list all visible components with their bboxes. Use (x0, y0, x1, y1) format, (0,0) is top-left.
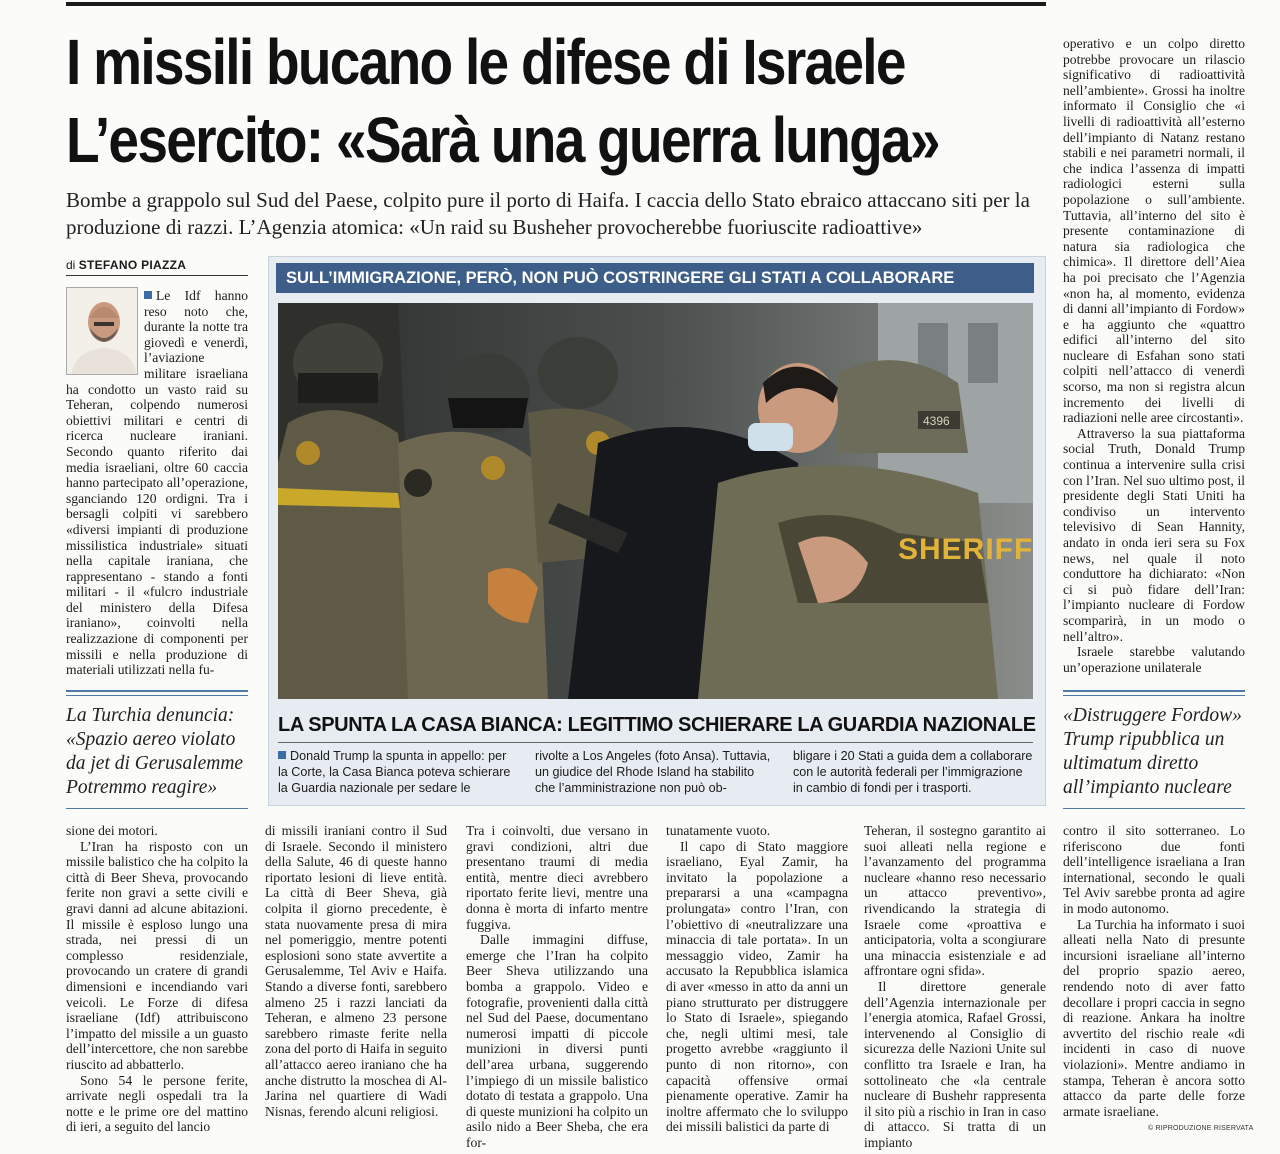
photo-box-title: LA SPUNTA LA CASA BIANCA: LEGITTIMO SCHIERARE LA GUARDIA NAZIONALE (278, 714, 1036, 736)
photo-box-title-rule (278, 742, 1033, 743)
subtitle: Bombe a grappolo sul Sud del Paese, colpito pure il porto di Haifa. I caccia dello Stato ebraico attaccano siti per la produzione di razzi. L’Agenzia atomica: «Un raid su Busheher provocherebbe fuoriuscite radioattive» (66, 188, 1030, 239)
bottom-column-1-paragraph: sione dei motori. (66, 823, 158, 838)
photo-box-kicker: SULL’IMMIGRAZIONE, PERÒ, NON PUÒ COSTRINGERE GLI STATI A COLLABORARE (276, 263, 1034, 293)
square-bullet-icon (144, 291, 152, 299)
quote-rule-top-left (66, 690, 248, 692)
bottom-column-4-paragraph: Il capo di Stato maggiore israeliano, Eyal Zamir, ha invitato la popolazione a prepararsi a una «campagna prolungata» contro l’Iran, con l’obiettivo di «neutralizzare una minaccia di tale portata». In un messaggio video, Zamir ha accusato la Repubblica islamica di aver «messo in atto da anni un piano strutturato per distruggere lo Stato di Israele», spiegando che, negli ultimi mesi, tale progetto avrebbe «raggiunto il punto di non ritorno», con capacità offensive ormai pienamente operative. Zamir ha inoltre affermato che lo sviluppo dei missili balistici da parte di (666, 838, 848, 1135)
bottom-column-4-paragraph: tunatamente vuoto. (666, 823, 771, 838)
photo-box-text: Donald Trump la spunta in appello: per la Corte, la Casa Bianca poteva schierare la Guardia nazionale per sedare le (278, 749, 511, 795)
quote-rule-top-right-thin (1063, 695, 1245, 696)
author-photo (66, 287, 138, 375)
square-bullet-icon (278, 751, 286, 759)
bottom-column-1-paragraph: Sono 54 le persone ferite, arrivate negli ospedali tra la notte e le prime ore del mattino di ieri, a seguito del lancio (66, 1072, 248, 1135)
quote-right: «Distruggere Fordow» Trump ripubblica un ultimatum diretto all’impianto nucleare (1063, 705, 1242, 798)
byline-rule (66, 275, 248, 276)
headline-line-1: I missili bucano le difese di Israele (66, 26, 905, 98)
bottom-column-1-paragraph: L’Iran ha risposto con un missile balistico che ha colpito la città di Beer Sheva, provocando ferite non gravi a sette civili e gravi danni ad alcune abitazioni. Il missile è esploso lungo una strada, nei pressi di un complesso residenziale, provocando un cratere di grandi dimensioni e incendiando vari veicoli. Le Forze di difesa israeliane (Idf) attribuiscono l’impatto del missile a un guasto dell’intercettore, che non sarebbe riuscito ad abbatterlo. (66, 838, 248, 1072)
bottom-column-2 (265, 823, 447, 1119)
bottom-column-6-paragraph: La Turchia ha informato i suoi alleati nella Nato di presunte incursioni israeliane all’interno del proprio spazio aereo, rendendo noto di aver fatto decollare i propri caccia in segno di reazione. Ankara ha inoltre avvertito del rischio reale «di incidenti in caso di nuove violazioni». Mentre andiamo in stampa, Teheran è ancora sotto attacco da parte delle forze armate israeliane. (1063, 916, 1245, 1119)
news-photo (278, 303, 1033, 699)
quote-rule-top-left-thin (66, 695, 248, 696)
right-column-paragraph: operativo e un colpo diretto potrebbe provocare un rilascio significativo di radioattività nell’ambiente». Grossi ha inoltre informato il Consiglio che «i livelli di radioattività all’esterno dell’impianto di Natanz restano stabili e nei parametri normali, il che indica l’assenza di impatti radiologici esterni sulla popolazione o sull’ambiente. Tuttavia, all’interno del sito è presente contaminazione di natura sia radiologica che chimica». Il direttore dell’Aiea ha poi precisato che l’Agenzia «non ha, al momento, evidenza di danni all’impianto di Fordow» e ha aggiunto che «quattro edifici all’interno del sito nucleare di Esfahan sono stati colpiti nell’attacco di venerdì scorso, ma non si registra alcun incremento dei livelli di radiazioni nelle aree circostanti». (1063, 36, 1245, 426)
bottom-column-4 (666, 823, 848, 1135)
bottom-column-3 (466, 823, 648, 1150)
copyright-notice: © RIPRODUZIONE RISERVATA (1148, 1125, 1254, 1132)
bottom-column-2-paragraph: di missili iraniani contro il Sud di Israele. Secondo il ministero della Salute, 46 di queste hanno riportato lesioni di lieve entità. La città di Beer Sheva, già colpita il giorno precedente, è stata nuovamente presa di mira nel pomeriggio, mentre potenti esplosioni sono state avvertite a Gerusalemme, Tel Aviv e Haifa. Stando a diverse fonti, sarebbero almeno 25 i razzi lanciati da Teheran, e almeno 23 persone sarebbero rimaste ferite nella zona del porto di Haifa in seguito all’attacco aereo iraniano che ha anche distrutto la moschea di Al-Jarina nel quartiere di Wadi Nisnas, ferendo alcuni religiosi. (265, 823, 447, 1119)
helmet-number: 4396 (923, 414, 950, 428)
right-column-paragraph: Israele starebbe valutando un’operazione unilaterale (1063, 644, 1245, 675)
quote-rule-top-right (1063, 690, 1245, 692)
photo-box-text-col-2: rivolte a Los Angeles (foto Ansa). Tuttavia, un giudice del Rhode Island ha stabilito che l’amministrazione non può ob- (535, 749, 771, 795)
quote-left: La Turchia denuncia: «Spazio aereo violato da jet di Gerusalemme Potremmo reagire» (66, 705, 244, 798)
quote-rule-bottom-right (1063, 808, 1245, 809)
bottom-column-5-paragraph: Teheran, il sostegno garantito ai suoi alleati nella regione e l’avanzamento del programma nucleare «hanno reso necessario un attacco preventivo», rivendicando la strategia di Israele come «proattiva e anticipatoria, volta a scongiurare una minaccia esistenziale e ad affrontare ogni sfida». (864, 823, 1046, 979)
bottom-column-6 (1063, 823, 1245, 1119)
right-column (1063, 36, 1245, 675)
sheriff-label: SHERIFF (898, 533, 1033, 566)
bottom-column-5-paragraph: Il direttore generale dell’Agenzia internazionale per l’energia atomica, Rafael Grossi, intervenendo al Consiglio di sicurezza delle Nazioni Unite sul conflitto tra Israele e Iran, ha sottolineato che «la centrale nucleare di Bushehr rappresenta il sito più a rischio in Iran in caso di attacco. Si tratta di un impianto (864, 978, 1046, 1150)
bottom-column-3-paragraph: Tra i coinvolti, due versano in gravi condizioni, altri due presentano traumi di media entità, mentre dieci avrebbero riportato ferite lievi, mentre una donna è morta di infarto mentre fuggiva. (466, 823, 648, 932)
quote-rule-bottom-left (66, 808, 248, 809)
bottom-column-3-paragraph: Dalle immagini diffuse, emerge che l’Iran ha colpito Beer Sheva utilizzando una bomba a grappolo. Video e fotografie, provenienti dalla città nel Sud del Paese, documentano numerosi impatti di piccole munizioni in diversi punti dell’area urbana, suggerendo l’impiego di un missile balistico dotato di testata a grappolo. Una di queste munizioni ha colpito un asilo nido a Beer Sheba, che era for- (466, 932, 648, 1150)
bottom-column-1 (66, 823, 248, 1135)
left-column-text: Le Idf hanno reso noto che, durante la notte tra giovedì e venerdì, l’aviazione militare israeliana ha condotto un vasto raid su Teheran, colpendo numerosi obiettivi militari e centri di ricerca nucleare iraniani. Secondo quanto riferito dai media israeliani, oltre 60 caccia hanno partecipato all’operazione, sganciando 120 ordigni. Tra i bersagli colpiti vi sarebbero «diversi impianti di produzione missilistica industriale» situati nella capitale iraniana, che rappresentano - stando a fonti militari - il «fulcro industriale del ministero della Difesa iraniano», coinvolti nella realizzazione di componenti per missili e nella produzione di materiali utilizzati nella fu- (66, 288, 248, 678)
byline-prefix: di (66, 258, 76, 272)
bottom-column-6-paragraph: contro il sito sotterraneo. Lo riferiscono due fonti dell’intelligence israeliana a Iran international, secondo le quali Tel Aviv sarebbe pronta ad agire in modo autonomo. (1063, 823, 1245, 916)
photo-box-text-col-1 (278, 748, 518, 796)
top-rule (66, 2, 1046, 6)
bottom-column-5 (864, 823, 1046, 1150)
byline (66, 258, 186, 272)
right-column-paragraph: Attraverso la sua piattaforma social Truth, Donald Trump continua a intervenire sulla crisi con l’Iran. Nel suo ultimo post, il presidente degli Stati Uniti ha condiviso un intervento televisivo di Sean Hannity, andato in onda ieri sera su Fox news, nel quale il noto conduttore ha dichiarato: «Non ci si può fidare dell’Iran: l’impianto nucleare di Fordow scomparirà, in un modo o nell’altro». (1063, 425, 1245, 644)
photo-box-text-col-3: bligare i 20 Stati a guida dem a collaborare con le autorità federali per l’immigrazione in cambio di fondi per i trasporti. (793, 749, 1033, 795)
byline-author: STEFANO PIAZZA (78, 258, 187, 272)
headline-line-2: L’esercito: «Sarà una guerra lunga» (66, 104, 939, 176)
